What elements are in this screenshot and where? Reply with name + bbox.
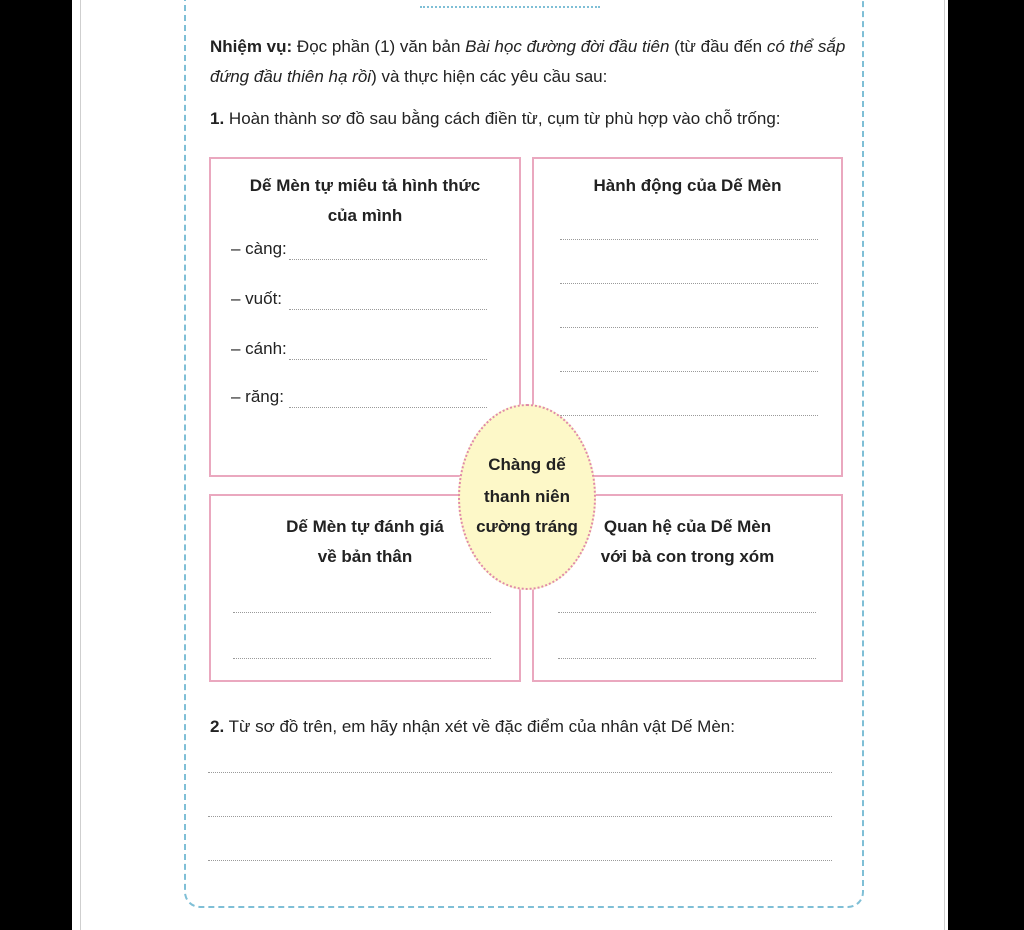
actions-line-4[interactable] xyxy=(560,371,818,372)
relationships-line-2[interactable] xyxy=(558,658,816,659)
relationships-line-1[interactable] xyxy=(558,612,816,613)
center-text-3: cường tráng xyxy=(476,517,578,536)
box-self-assessment-title-1: Dế Mèn tự đánh giá xyxy=(286,517,444,536)
center-circle xyxy=(458,404,596,590)
box-actions-title: Hành động của Dế Mèn xyxy=(593,176,782,195)
box-appearance xyxy=(209,157,521,477)
field-label-canh: – cánh: xyxy=(231,339,287,358)
question-2 xyxy=(210,716,735,738)
text-title: Bài học đường đời đầu tiên xyxy=(465,37,670,56)
text-range-end: đứng đầu thiên hạ rồi xyxy=(210,67,372,86)
actions-line-2[interactable] xyxy=(560,283,818,284)
field-input-vuot[interactable] xyxy=(289,309,487,310)
box-actions xyxy=(532,157,843,477)
box-self-assessment-title-2: về bản thân xyxy=(317,547,413,566)
top-accent xyxy=(420,0,600,8)
center-text-1: Chàng dế xyxy=(488,455,566,474)
box-appearance-title-2: của mình xyxy=(327,206,403,225)
task-text-2: (từ đầu đến xyxy=(669,37,767,56)
field-input-cang[interactable] xyxy=(289,259,487,260)
self-assessment-line-1[interactable] xyxy=(233,612,491,613)
page-edge-left xyxy=(80,0,81,930)
answer-line-3[interactable] xyxy=(208,860,832,861)
task-label: Nhiệm vụ: xyxy=(210,37,293,56)
field-input-rang[interactable] xyxy=(289,407,487,408)
self-assessment-line-2[interactable] xyxy=(233,658,491,659)
answer-line-2[interactable] xyxy=(208,816,832,817)
actions-line-3[interactable] xyxy=(560,327,818,328)
question-1-number: 1. xyxy=(210,109,225,128)
page-edge-right xyxy=(944,0,945,930)
question-2-number: 2. xyxy=(210,717,225,736)
task-line-2 xyxy=(210,66,607,88)
actions-line-5[interactable] xyxy=(560,415,818,416)
box-relationships-title-1: Quan hệ của Dế Mèn xyxy=(603,517,772,536)
field-label-cang: – càng: xyxy=(231,239,287,258)
box-appearance-title-1: Dế Mèn tự miêu tả hình thức xyxy=(249,176,481,195)
question-1 xyxy=(210,108,781,130)
center-text-2: thanh niên xyxy=(484,487,570,506)
text-range-start: có thể sắp xyxy=(766,37,846,56)
question-1-text: Hoàn thành sơ đồ sau bằng cách điền từ, cụm từ phù hợp vào chỗ trống: xyxy=(224,109,781,128)
answer-line-1[interactable] xyxy=(208,772,832,773)
field-label-rang: – răng: xyxy=(231,387,284,406)
box-relationships-title-2: với bà con trong xóm xyxy=(600,547,775,566)
task-text-1: Đọc phần (1) văn bản xyxy=(292,37,466,56)
field-label-vuot: – vuốt: xyxy=(231,289,283,308)
task-line-1 xyxy=(210,36,845,58)
task-text-3: ) và thực hiện các yêu cầu sau: xyxy=(371,67,608,86)
actions-line-1[interactable] xyxy=(560,239,818,240)
field-input-canh[interactable] xyxy=(289,359,487,360)
question-2-text: Từ sơ đồ trên, em hãy nhận xét về đặc điểm của nhân vật Dế Mèn: xyxy=(224,717,735,736)
